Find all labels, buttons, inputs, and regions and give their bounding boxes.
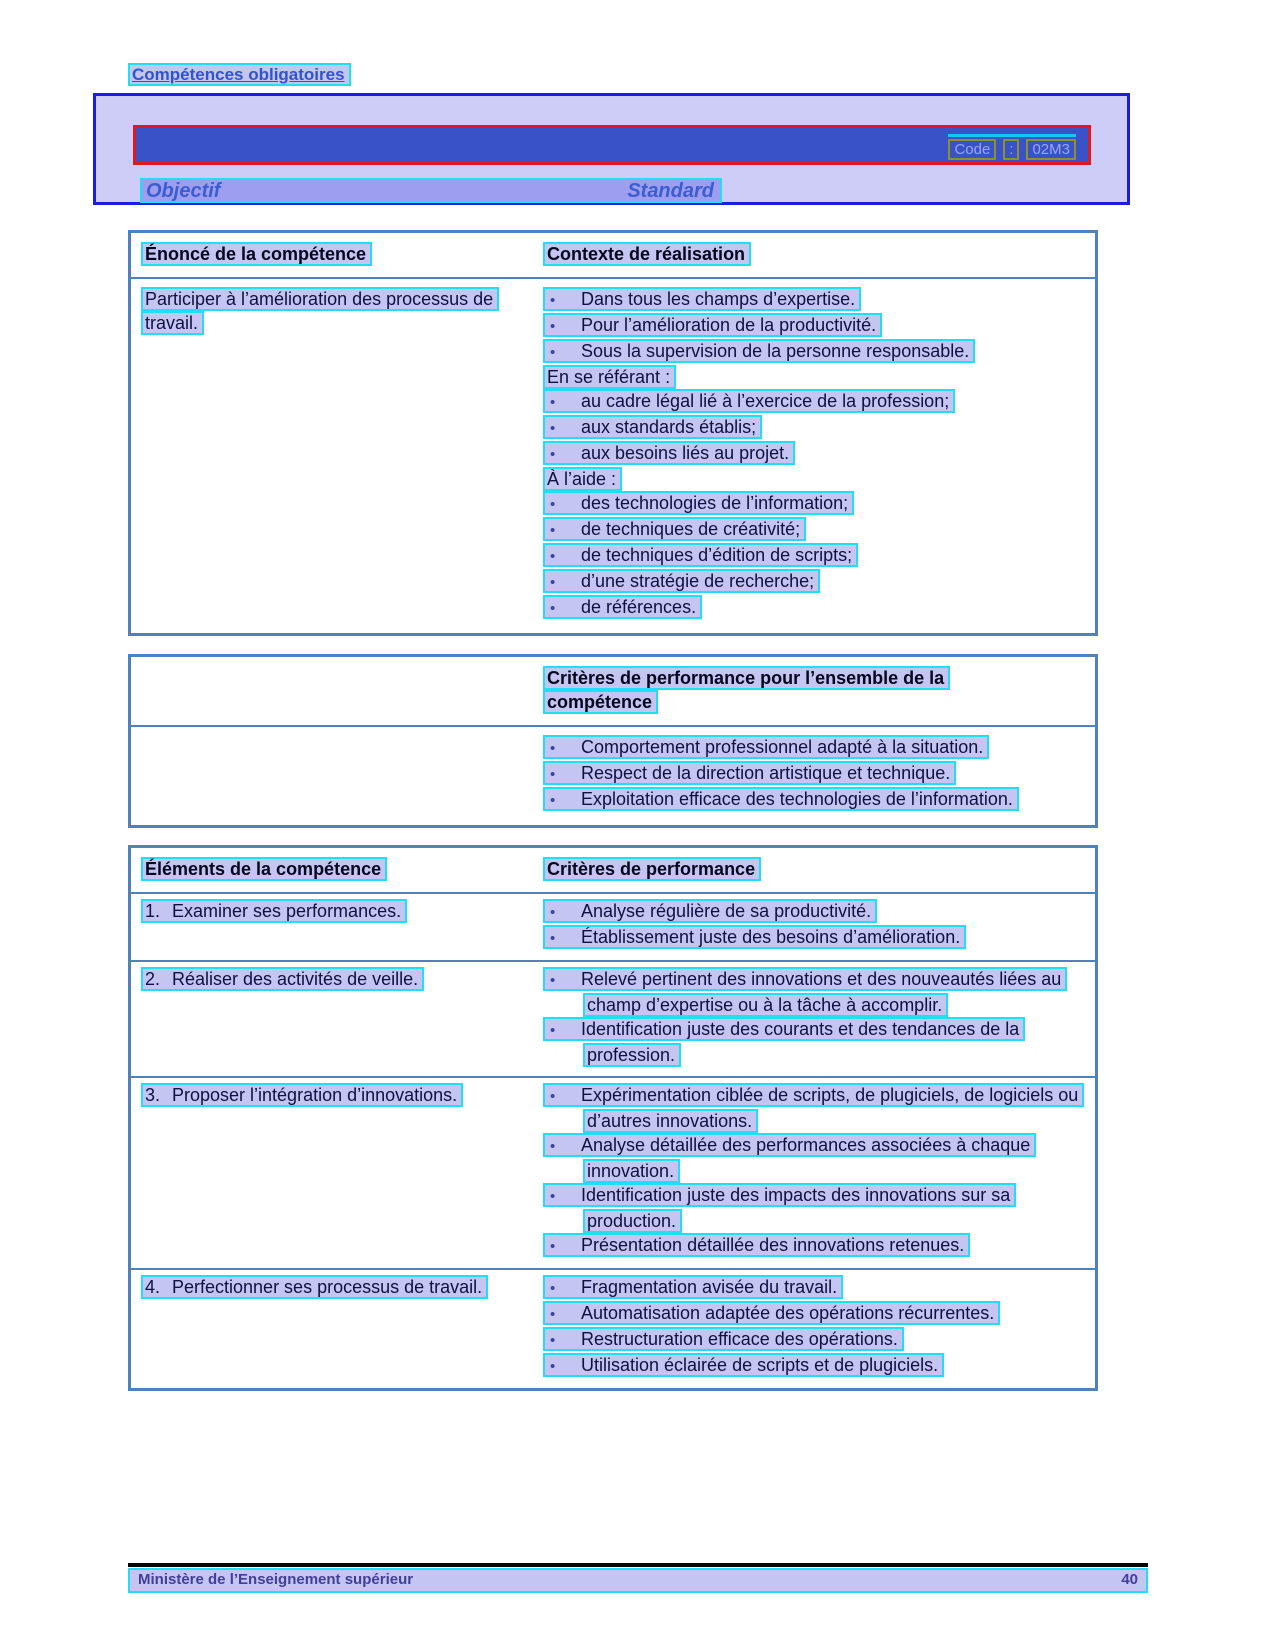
bullet-icon: • bbox=[550, 394, 556, 411]
objectif-heading: Objectif bbox=[146, 179, 221, 202]
footer-bar bbox=[128, 1568, 1148, 1593]
performance-criteria-table bbox=[128, 654, 1098, 828]
bullet-icon: • bbox=[550, 446, 556, 463]
page-footer bbox=[128, 1563, 1148, 1593]
objectif-standard-bar bbox=[140, 178, 722, 203]
bullet-icon: • bbox=[550, 1138, 556, 1155]
elements-criteria-table bbox=[128, 845, 1098, 1391]
column-header-elements: Éléments de la compétence bbox=[141, 857, 387, 881]
bullet-icon: • bbox=[550, 1188, 556, 1205]
bullet-icon: • bbox=[550, 292, 556, 309]
column-header-contexte: Contexte de réalisation bbox=[543, 242, 751, 266]
element-row bbox=[131, 894, 1095, 960]
criterion-item: • de techniques de créativité; bbox=[543, 517, 1089, 543]
code-annotation bbox=[948, 134, 1076, 160]
criterion-item: • des technologies de l’information; bbox=[543, 491, 1089, 517]
element-number: 1. bbox=[145, 901, 161, 921]
table-header-row bbox=[131, 848, 1095, 894]
intro-line: En se référant : bbox=[543, 365, 1089, 389]
criterion-item: • Sous la supervision de la personne responsable. bbox=[543, 339, 1089, 365]
bullet-icon: • bbox=[550, 522, 556, 539]
footer-ministry: Ministère de l’Enseignement supérieur bbox=[138, 1571, 414, 1588]
element-row bbox=[131, 960, 1095, 1076]
criterion-item: • Établissement juste des besoins d’amélioration. bbox=[543, 925, 1089, 951]
criteria-header: Critères de performance pour l’ensemble de la compétence bbox=[543, 666, 998, 714]
bullet-icon: • bbox=[550, 972, 556, 989]
toc-link-row bbox=[0, 0, 1275, 87]
criterion-item: • Comportement professionnel adapté à la situation. bbox=[543, 735, 1089, 761]
bullet-icon: • bbox=[550, 766, 556, 783]
table-body-row bbox=[131, 727, 1095, 825]
bullet-icon: • bbox=[550, 318, 556, 335]
banner bbox=[93, 93, 1130, 205]
criterion-item: • Exploitation efficace des technologies de l’information. bbox=[543, 787, 1089, 813]
element-label: 4. Perfectionner ses processus de travail. bbox=[141, 1275, 543, 1299]
code-label: Code bbox=[948, 139, 996, 160]
bullet-icon: • bbox=[550, 496, 556, 513]
criterion-item: • Restructuration efficace des opérations. bbox=[543, 1327, 1089, 1353]
intro-line: À l’aide : bbox=[543, 467, 1089, 491]
competence-statement: Participer à l’amélioration des processus de travail. bbox=[141, 287, 531, 335]
element-number: 4. bbox=[145, 1277, 161, 1297]
code-value: 02M3 bbox=[1026, 139, 1076, 160]
criterion-item: • Expérimentation ciblée de scripts, de plugiciels, de logiciels ou d’autres innovations. bbox=[543, 1083, 1089, 1133]
criterion-item: • de références. bbox=[543, 595, 1089, 621]
table-header-row bbox=[131, 233, 1095, 279]
bullet-icon: • bbox=[550, 574, 556, 591]
column-header-enonce: Énoncé de la compétence bbox=[141, 242, 372, 266]
header-link[interactable]: Compétences obligatoires bbox=[128, 63, 351, 86]
element-number: 3. bbox=[145, 1085, 161, 1105]
element-label: 1. Examiner ses performances. bbox=[141, 899, 543, 923]
bullet-icon: • bbox=[550, 1280, 556, 1297]
criterion-item: • Identification juste des courants et des tendances de la profession. bbox=[543, 1017, 1089, 1067]
context-items-list bbox=[543, 287, 1095, 621]
criterion-item: • Relevé pertinent des innovations et des nouveautés liées au champ d’expertise ou à la tâche à accomplir. bbox=[543, 967, 1089, 1017]
criterion-item: • Fragmentation avisée du travail. bbox=[543, 1275, 1089, 1301]
criterion-item: • Automatisation adaptée des opérations récurrentes. bbox=[543, 1301, 1089, 1327]
table-body-row bbox=[131, 279, 1095, 633]
element-rows bbox=[131, 894, 1095, 1388]
bullet-icon: • bbox=[550, 420, 556, 437]
bullet-icon: • bbox=[550, 740, 556, 757]
bullet-icon: • bbox=[550, 930, 556, 947]
criterion-item: • aux besoins liés au projet. bbox=[543, 441, 1089, 467]
bullet-icon: • bbox=[550, 600, 556, 617]
element-row bbox=[131, 1268, 1095, 1388]
bullet-icon: • bbox=[550, 904, 556, 921]
criterion-item: • de techniques d’édition de scripts; bbox=[543, 543, 1089, 569]
criterion-item: • Analyse détaillée des performances associées à chaque innovation. bbox=[543, 1133, 1089, 1183]
criterion-item: • Utilisation éclairée de scripts et de plugiciels. bbox=[543, 1353, 1089, 1379]
criterion-item: • Présentation détaillée des innovations retenues. bbox=[543, 1233, 1089, 1259]
criterion-item: • d’une stratégie de recherche; bbox=[543, 569, 1089, 595]
element-number: 2. bbox=[145, 969, 161, 989]
bullet-icon: • bbox=[550, 1306, 556, 1323]
criterion-item: • Identification juste des impacts des innovations sur sa production. bbox=[543, 1183, 1089, 1233]
element-label: 2. Réaliser des activités de veille. bbox=[141, 967, 543, 991]
bullet-icon: • bbox=[550, 548, 556, 565]
bullet-icon: • bbox=[550, 1332, 556, 1349]
element-label: 3. Proposer l’intégration d’innovations. bbox=[141, 1083, 543, 1107]
code-separator: : bbox=[1003, 139, 1019, 160]
bullet-icon: • bbox=[550, 1238, 556, 1255]
criterion-item: • Respect de la direction artistique et technique. bbox=[543, 761, 1089, 787]
element-row bbox=[131, 1076, 1095, 1268]
competence-context-table bbox=[128, 230, 1098, 636]
standard-heading: Standard bbox=[627, 179, 714, 202]
column-header-criteres: Critères de performance bbox=[543, 857, 761, 881]
bullet-icon: • bbox=[550, 1022, 556, 1039]
table-header-row bbox=[131, 657, 1095, 727]
criterion-item: • au cadre légal lié à l’exercice de la profession; bbox=[543, 389, 1089, 415]
page-number: 40 bbox=[1121, 1571, 1138, 1588]
criteria-items-list bbox=[543, 735, 1095, 813]
criterion-item: • Analyse régulière de sa productivité. bbox=[543, 899, 1089, 925]
title-bar bbox=[133, 125, 1091, 165]
criterion-item: • Dans tous les champs d’expertise. bbox=[543, 287, 1089, 313]
bullet-icon: • bbox=[550, 1358, 556, 1375]
bullet-icon: • bbox=[550, 344, 556, 361]
bullet-icon: • bbox=[550, 792, 556, 809]
criterion-item: • aux standards établis; bbox=[543, 415, 1089, 441]
bullet-icon: • bbox=[550, 1088, 556, 1105]
criterion-item: • Pour l’amélioration de la productivité. bbox=[543, 313, 1089, 339]
